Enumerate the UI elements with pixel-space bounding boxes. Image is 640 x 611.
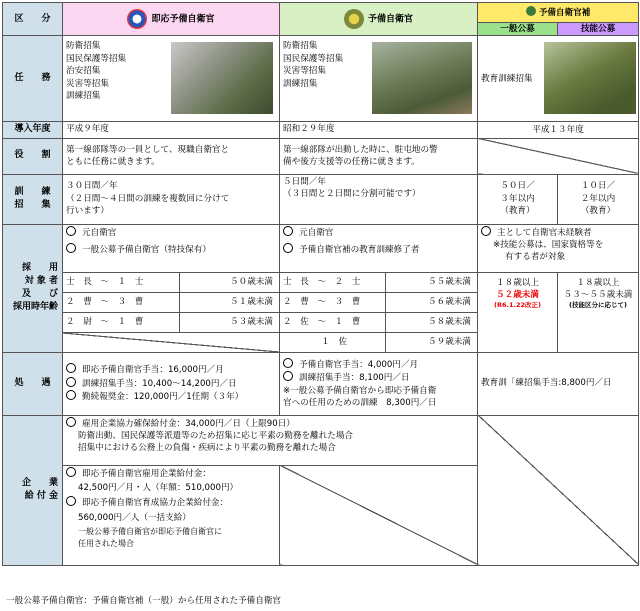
- role-label: 役 割: [3, 138, 63, 174]
- rank-row-empty: [63, 333, 279, 352]
- circle-bullet-icon: [66, 467, 76, 477]
- rapid-reserve-employer-benefit: 即応予備自衛官雇用企業給付金： 42,500円／月・人（年額：510,000円） 即応予備自衛官育成協力企業給付金： 560,000円／人（一括支給） 一般公募予備自衛官が即応予備自衛官に 任用された場合: [63, 465, 280, 565]
- skill-age: １８歳以上 ５３～５５歳未満 (技能区分に応じて): [558, 272, 639, 352]
- reserve-year: 昭和２９年度: [280, 122, 478, 138]
- reserve-eligibility: 元自衛官 予備自衛官補の教育訓練修了者: [280, 224, 478, 272]
- candidate-eligibility: 主として自衛官未経験者 ※技能公募は、国家資格等を 有する者が対象: [478, 224, 639, 272]
- rank-row: ２ 佐 ～ １ 曹 ５８歳未満: [280, 313, 477, 333]
- category-header: 区 分: [3, 3, 63, 36]
- candidate-photo: [544, 42, 636, 114]
- rapid-reserve-role: 第一線部隊等の一員として、現職自衛官と ともに任務に就きます。: [63, 138, 280, 174]
- employer-benefit-label: 企 業 給 付 金: [3, 415, 63, 565]
- candidate-employer-empty: [478, 415, 639, 565]
- general-training: ５０日／ ３年以内 （教育）: [478, 174, 558, 224]
- rapid-reserve-rank-table: [63, 272, 280, 352]
- rapid-reserve-header: [63, 3, 280, 36]
- circle-bullet-icon: [66, 390, 76, 400]
- circle-bullet-icon: [66, 417, 76, 427]
- treatment-label: 処 遇: [3, 352, 63, 415]
- reserve-title: 予備自衛官: [367, 14, 413, 25]
- skill-training: １０日／ ２年以内 （教育）: [558, 174, 639, 224]
- employer-benefit-common: 雇用企業協力確保給付金：34,000円／日（上限90日） 防衛出動、国民保護等派遣等のため招集に応じ平素の勤務を離れた場合 招集中における公務上の負傷・疾病により平素の勤務を離れた場合: [63, 415, 478, 465]
- reserve-mission: 防衛招集 国民保護等招集 災害等招集 訓練招集: [280, 36, 478, 122]
- circle-bullet-icon: [66, 496, 76, 506]
- skill-recruit-header: 技能公募: [558, 23, 639, 36]
- reserve-role: 第一線部隊が出動した時に、駐屯地の警 備や後方支援等の任務に就きます。: [280, 138, 478, 174]
- rank-row: １ 佐 ５９歳未満: [280, 333, 477, 352]
- reserve-employer-empty: [280, 465, 478, 565]
- circle-bullet-icon: [283, 243, 293, 253]
- rapid-reserve-mission: 防衛招集 国民保護等招集 治安招集 災害等招集 訓練招集: [63, 36, 280, 122]
- rapid-reserve-photo: [171, 42, 273, 114]
- rank-row: ２ 曹 ～ ３ 曹 ５１歳未満: [63, 293, 279, 313]
- rapid-reserve-title: 即応予備自衛官: [151, 14, 215, 25]
- candidate-header: [478, 3, 639, 23]
- rapid-reserve-treatment: 即応予備自衛官手当：16,000円／月 訓練招集手当：10,400～14,200円／日 勤続報奨金：120,000円／1任期（３年）: [63, 352, 280, 415]
- reserve-rank-table: [280, 272, 478, 352]
- circle-bullet-icon: [283, 358, 293, 368]
- candidate-role-empty: [478, 138, 639, 174]
- reserve-training: ５日間／年 （３日間と２日間に分割可能です）: [280, 174, 478, 224]
- candidate-treatment: 教育訓「練招集手当:8,800円／日: [478, 352, 639, 415]
- rapid-reserve-year: 平成９年度: [63, 122, 280, 138]
- general-recruit-header: 一般公募: [478, 23, 558, 36]
- circle-bullet-icon: [66, 363, 76, 373]
- mission-label: 任 務: [3, 36, 63, 122]
- reserve-photo: [372, 42, 472, 114]
- rank-row: 士 長 ～ １ 士 ５０歳未満: [63, 273, 279, 293]
- circle-bullet-icon: [66, 243, 76, 253]
- candidate-year: 平成１３年度: [478, 122, 639, 138]
- general-age: １８歳以上 ５２歳未満 (R6.1.22改正): [478, 272, 558, 352]
- reserve-treatment: 予備自衛官手当：4,000円／月 訓練招集手当：8,100円／日 ※一般公募予備自衛官から即応予備自衛 官への任用のための訓練 8,300円／日: [280, 352, 478, 415]
- candidate-title: 予備自衛官補: [538, 7, 591, 18]
- rank-row: ２ 曹 ～ ３ 曹 ５６歳未満: [280, 293, 477, 313]
- reserve-header: [280, 3, 478, 36]
- reserve-comparison-table: [2, 2, 639, 566]
- rapid-reserve-emblem-icon: [127, 9, 147, 29]
- rank-row: ２ 尉 ～ １ 曹 ５３歳未満: [63, 313, 279, 333]
- circle-bullet-icon: [481, 226, 491, 236]
- circle-bullet-icon: [66, 377, 76, 387]
- circle-bullet-icon: [66, 226, 76, 236]
- intro-year-label: 導入年度: [3, 122, 63, 138]
- rapid-reserve-training: ３０日間／年 （２日間～４日間の訓練を複数回に分けて 行います）: [63, 174, 280, 224]
- eligibility-label: 採 用 対 象 者 及 び 採用時年齢: [3, 224, 63, 352]
- rapid-reserve-eligibility: 元自衛官 一般公募予備自衛官（特技保有）: [63, 224, 280, 272]
- circle-bullet-icon: [283, 226, 293, 236]
- reserve-emblem-icon: [344, 9, 364, 29]
- candidate-mission: 教育訓練招集: [478, 36, 639, 122]
- footnote: 一般公募予備自衛官：予備自衛官補（一般）から任用された予備自衛官: [6, 596, 282, 606]
- candidate-emblem-icon: [526, 6, 536, 16]
- circle-bullet-icon: [283, 371, 293, 381]
- training-label: 訓 練 招 集: [3, 174, 63, 224]
- rank-row: 士 長 ～ ２ 士 ５５歳未満: [280, 273, 477, 293]
